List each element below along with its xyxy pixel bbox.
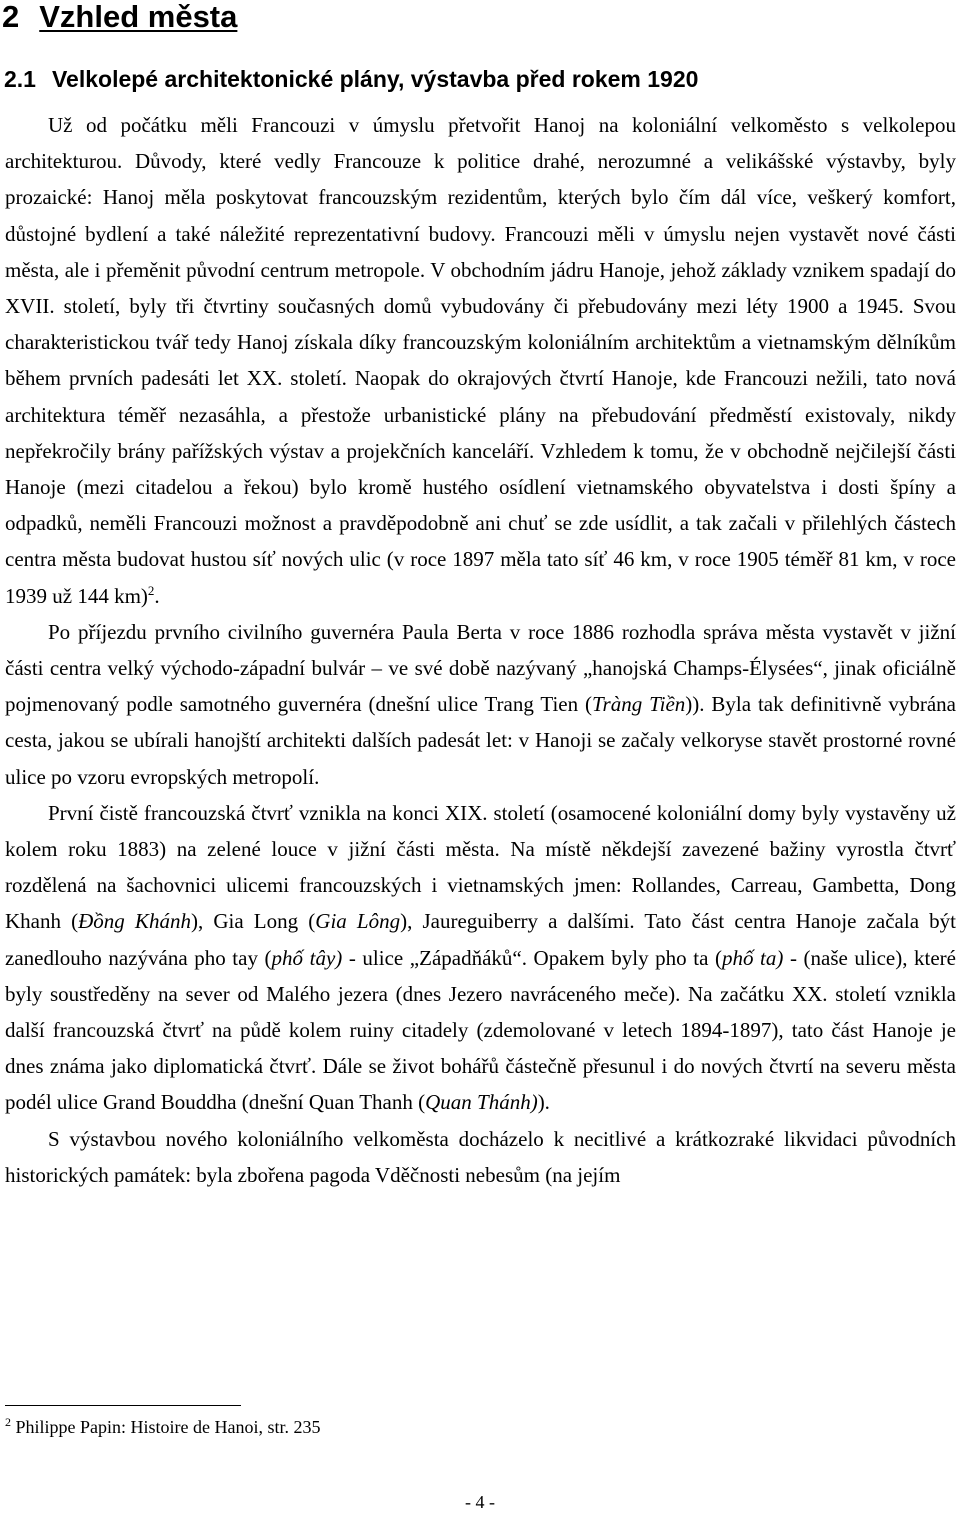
footnote-text: Philippe Papin: Histoire de Hanoi, str. 235	[15, 1417, 321, 1437]
paragraph-3-text-b: ), Gia Long (	[190, 909, 316, 934]
vietnamese-name-trang-tien: Tràng Tiền	[592, 692, 686, 717]
section-title: Velkolepé architektonické plány, výstavba před rokem 1920	[51, 66, 699, 92]
paragraph-2-text-a: Po příjezdu prvního civilního guvernéra Paula Berta v roce 1886 rozhodla správa města vystavět v jižní části centra velký východo-západní bulvár – ve své době nazývaný „hanojská Champs-Élysées“, jinak oficiálně pojmenovaný podle samotného guvernéra (dnešní ulice Trang Tien (	[5, 619, 956, 717]
paragraph-1	[5, 107, 956, 614]
paragraph-3-text-d: - ulice „Západňáků“. Opakem byly pho ta (	[342, 945, 722, 970]
vietnamese-term-pho-ta: phố ta)	[721, 945, 784, 970]
paragraph-3-text-f: ).	[537, 1090, 550, 1115]
section-number: 2.1	[4, 66, 36, 92]
page-number: - 4 -	[465, 1492, 495, 1512]
paragraph-3-text-e: - (naše ulice), které byly soustředěny na sever od Malého jezera (dnes Jezero navráceného meče). Na začátku XX. století vznikla další francouzská čtvrť na půdě kolem ruiny citadely (zdemolované v letech 1894-1897), tato část Hanoje je dnes známa jako diplomatická čtvrť. Dále se život bohářů částečně přesunul i do nových čtvrtí na severu města podél ulice Grand Bouddha (dnešní Quan Thanh (	[5, 945, 956, 1115]
paragraph-3	[5, 795, 956, 1121]
vietnamese-term-pho-tay: phố tây)	[271, 945, 343, 970]
paragraph-2	[5, 614, 956, 795]
paragraph-2-text-b: )). Byla tak definitivně vybrána cesta, jakou se ubírali hanojští architekti dalších padesát let: v Hanoji se začaly velkoryse stavět prostorné rovné ulice po vzoru evropských metropolí.	[5, 692, 956, 789]
vietnamese-name-gia-long: Gia Lông	[315, 909, 401, 934]
body-text	[5, 107, 956, 1193]
section-heading	[4, 64, 698, 94]
footnote-divider	[5, 1405, 241, 1406]
paragraph-4	[5, 1121, 956, 1193]
chapter-heading	[2, 0, 237, 36]
chapter-number: 2	[2, 0, 20, 34]
paragraph-3-text-c: ), Jaureguiberry a dalšími. Tato část centra Hanoje začala být zanedlouho nazývána pho tay (	[5, 909, 956, 970]
footnote	[5, 1415, 320, 1439]
vietnamese-name-dong-khanh: Đồng Khánh	[78, 909, 191, 934]
paragraph-1-end: .	[154, 583, 160, 608]
chapter-title: Vzhled města	[39, 0, 238, 34]
footnote-number: 2	[5, 1415, 11, 1429]
vietnamese-name-quan-thanh: Quan Thánh)	[425, 1090, 538, 1115]
footnote-reference: 2	[147, 582, 155, 598]
paragraph-1-text: Už od počátku měli Francouzi v úmyslu přetvořit Hanoj na koloniální velkoměsto s velkolepou architekturou. Důvody, které vedly Francouze k politice drahé, nerozumné a velikášské výstavby, byly prozaické: Hanoj měla poskytovat francouzským rezidentům, kterých bylo čím dál více, veškerý komfort, důstojné bydlení a také náležité reprezentativní budovy. Francouzi měli v úmyslu nejen vystavět nové části města, ale i přeměnit původní centrum metropole. V obchodním jádru Hanoje, jehož základy vznikem spadají do XVII. století, byly tři čtvrtiny současných domů vybudovány či přebudovány mezi léty 1900 a 1945. Svou charakteristickou tvář tedy Hanoj získala díky francouzským koloniálním architektům a vietnamským dělníkům během prvních padesáti let XX. století. Naopak do okrajových čtvrtí Hanoje, kde Francouzi nežili, tato nová architektura téměř nezasáhla, a přestože urbanistické plány na přebudování předměstí existovaly, nikdy nepřekročily brány pařížských výstav a projekčních kanceláří. Vzhledem k tomu, že v obchodně nejčilejší části Hanoje (mezi citadelou a řekou) bylo kromě hustého osídlení vietnamského obyvatelstva i dosti špíny a odpadků, neměli Francouzi možnost a pravděpodobně ani chuť se zde usídlit, a tak začali v přilehlých částech centra města budovat hustou síť nových ulic (v roce 1897 měla tato síť 46 km, v roce 1905 téměř 81 km, v roce 1939 už 144 km)	[5, 113, 956, 608]
paragraph-4-text: S výstavbou nového koloniálního velkoměsta docházelo k necitlivé a krátkozraké likvidaci původních historických památek: byla zbořena pagoda Vděčnosti nebesům (na jejím	[5, 1126, 956, 1187]
paragraph-3-text-a: První čistě francouzská čtvrť vznikla na konci XIX. století (osamocené koloniální domy byly vystavěny už kolem roku 1883) na zelené louce v jižní části města. Na místě někdejší zavezené bažiny vyrostla čtvrť rozdělená na šachovnici ulicemi francouzských i vietnamských jmen: Rollandes, Carreau, Gambetta, Dong Khanh (	[5, 800, 956, 934]
